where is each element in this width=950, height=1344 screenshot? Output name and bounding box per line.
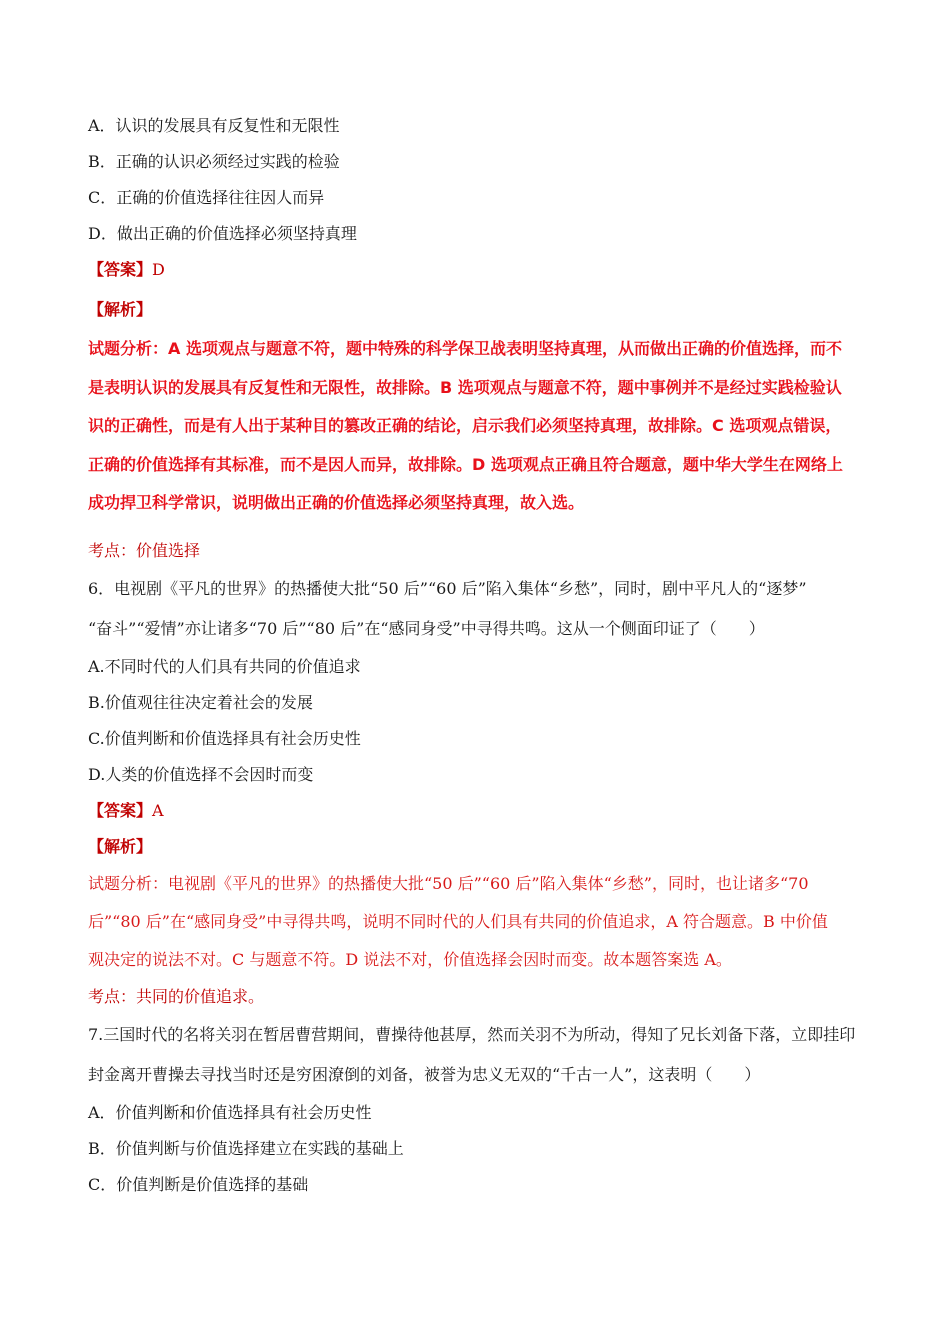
q5-answer — [88, 252, 878, 288]
analysis-line: 是表明认识的发展具有反复性和无限性，故排除。B 选项观点与题意不符，题中事例并不是经过实践检验认 — [88, 377, 842, 397]
option-a: A．认识的发展具有反复性和无限性 — [88, 116, 340, 135]
stem-line: 封金离开曹操去寻找当时还是穷困潦倒的刘备，被誉为忠义无双的“千古一人”，这表明（ ） — [88, 1064, 761, 1084]
analysis-line: 试题分析：A 选项观点与题意不符，题中特殊的科学保卫战表明坚持真理，从而做出正确的价值选择，而不 — [88, 339, 842, 358]
option-a: A．价值判断和价值选择具有社会历史性 — [88, 1102, 372, 1122]
document-page — [88, 108, 878, 1203]
stem-line: 6．电视剧《平凡的世界》的热播使大批“50 后”“60 后”陷入集体“乡愁”，同时，剧中平凡人的“逐梦” — [88, 578, 807, 598]
q7-options — [88, 1095, 878, 1203]
q5-kaodian: 考点：价值选择 — [88, 540, 201, 560]
analysis-label: 【解析】 — [88, 300, 153, 319]
q5-analysis — [88, 330, 878, 523]
analysis-line: 试题分析：电视剧《平凡的世界》的热播使大批“50 后”“60 后”陷入集体“乡愁”，同时，也让诸多“70 — [88, 873, 809, 893]
analysis-label: 【解析】 — [88, 836, 153, 856]
analysis-line: 观决定的说法不对。C 与题意不符。D 说法不对，价值选择会因时而变。故本题答案选 A。 — [88, 949, 732, 969]
option-d: D.人类的价值选择不会因时而变 — [88, 764, 314, 784]
option-b: B.价值观往往决定着社会的发展 — [88, 692, 313, 712]
option-d: D．做出正确的价值选择必须坚持真理 — [88, 224, 357, 243]
option-c: C．正确的价值选择往往因人而异 — [88, 188, 325, 207]
q6-analysis-heading — [88, 829, 878, 865]
answer-value: D — [152, 260, 165, 279]
stem-line: “奋斗”“爱情”亦让诸多“70 后”“80 后”在“感同身受”中寻得共鸣。这从一个侧面印证了（ ） — [88, 618, 765, 638]
answer-value: A — [152, 800, 164, 820]
q6-analysis — [88, 865, 878, 979]
option-a: A.不同时代的人们具有共同的价值追求 — [88, 656, 361, 676]
q5-analysis-heading — [88, 292, 878, 328]
q7-stem — [88, 1015, 878, 1095]
analysis-line: 后”“80 后”在“感同身受”中寻得共鸣，说明不同时代的人们具有共同的价值追求，A 符合题意。B 中价值 — [88, 911, 828, 931]
q5-options — [88, 108, 878, 252]
analysis-line: 识的正确性，而是有人出于某种目的篡改正确的结论，启示我们必须坚持真理，故排除。C 选项观点错误， — [88, 416, 842, 435]
stem-line: 7.三国时代的名将关羽在暂居曹营期间，曹操待他甚厚，然而关羽不为所动，得知了兄长刘备下落，立即挂印 — [88, 1024, 856, 1044]
q6-kaodian: 考点：共同的价值追求。 — [88, 986, 265, 1006]
analysis-line: 正确的价值选择有其标准，而不是因人而异，故排除。D 选项观点正确且符合题意，题中华大学生在网络上 — [88, 454, 843, 474]
option-c: C．价值判断是价值选择的基础 — [88, 1174, 309, 1194]
option-c: C.价值判断和价值选择具有社会历史性 — [88, 728, 361, 748]
q6-options — [88, 649, 878, 793]
option-b: B．价值判断与价值选择建立在实践的基础上 — [88, 1138, 404, 1158]
q6-answer — [88, 793, 878, 829]
analysis-line: 成功捍卫科学常识，说明做出正确的价值选择必须坚持真理，故入选。 — [88, 493, 585, 512]
answer-label: 【答案】 — [88, 800, 153, 820]
q6-stem — [88, 569, 878, 649]
option-b: B．正确的认识必须经过实践的检验 — [88, 152, 340, 171]
answer-label: 【答案】 — [88, 260, 153, 279]
